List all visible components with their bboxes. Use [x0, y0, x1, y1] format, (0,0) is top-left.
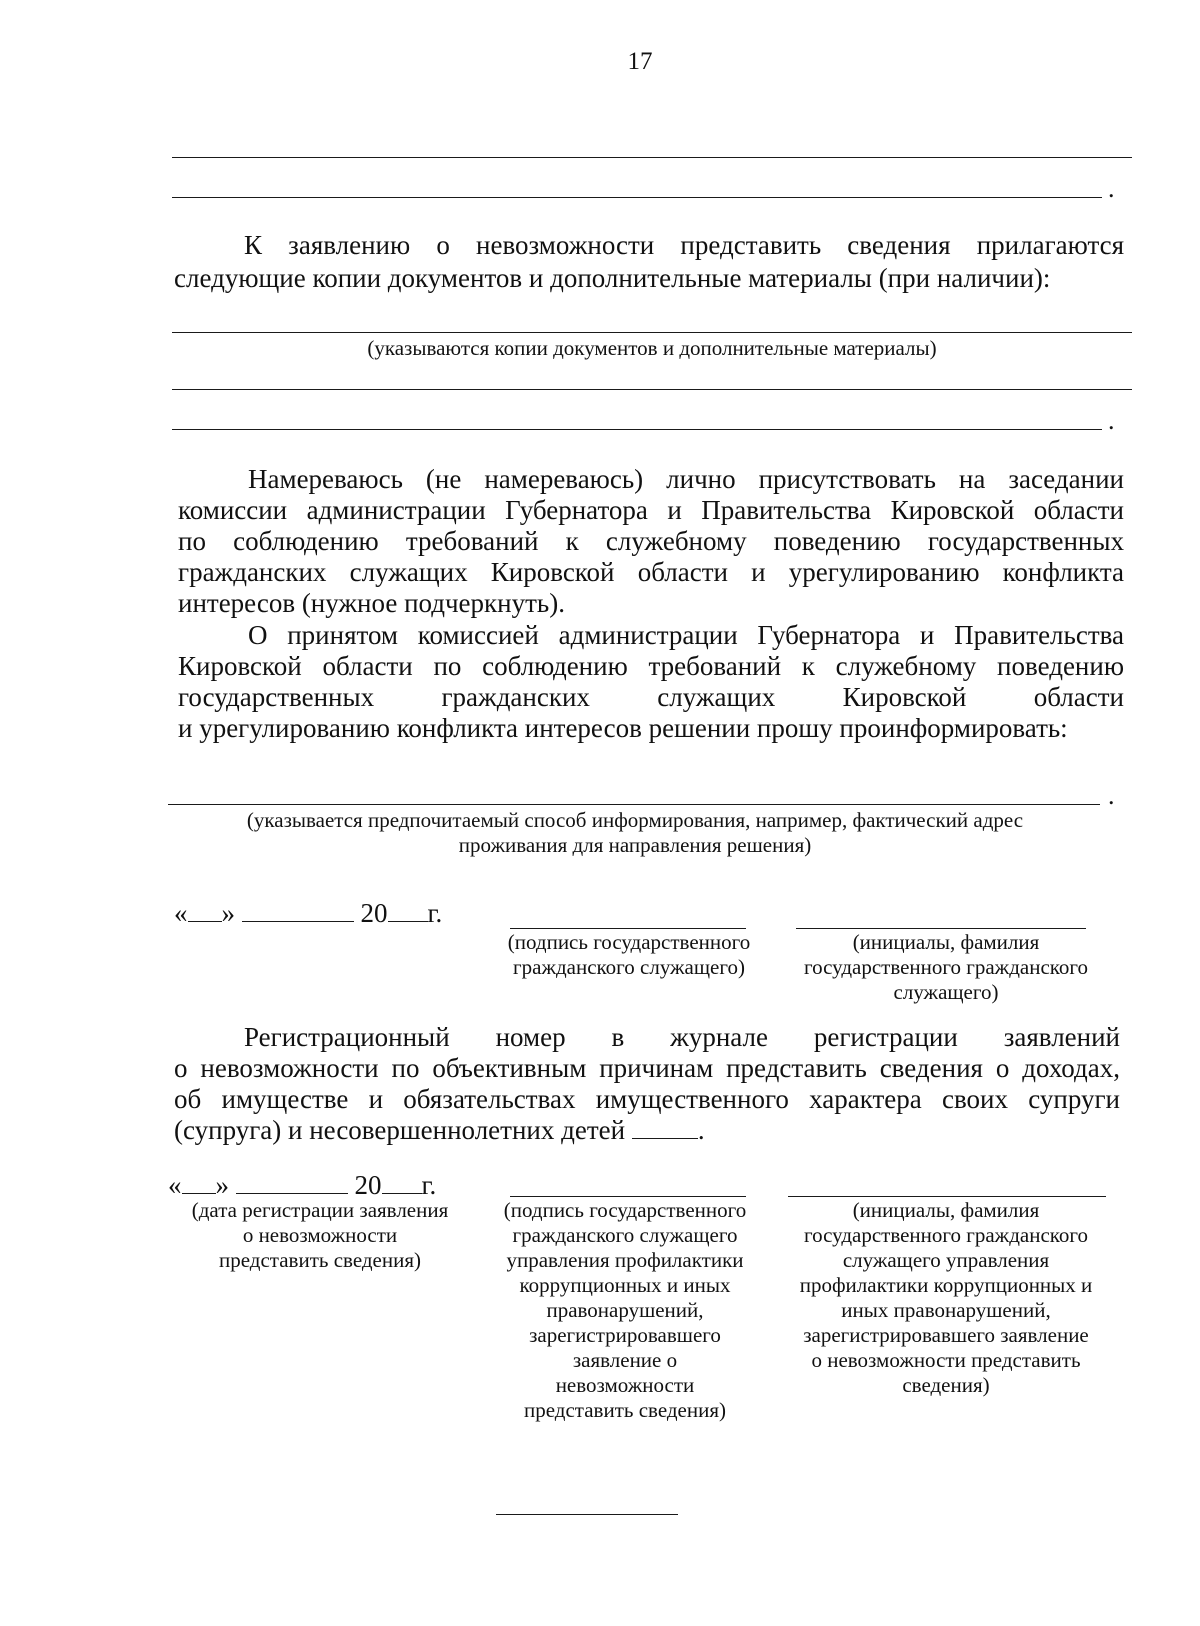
attendance-line-4: гражданских служащих Кировской области и урегулированию конфликта	[178, 557, 1124, 587]
attendance-line-1: Намереваюсь (не намереваюсь) лично присутствовать на заседании	[248, 464, 1124, 494]
initials-line-2[interactable]	[788, 1196, 1106, 1197]
registration-line-3: об имуществе и обязательствах имущественного характера своих супруги	[174, 1084, 1120, 1114]
informing-line-4: и урегулированию конфликта интересов решении прошу проинформировать:	[178, 713, 1068, 743]
page-number: 17	[627, 48, 653, 75]
signature-line-2[interactable]	[510, 1196, 746, 1197]
informing-caption-2: проживания для направления решения)	[458, 833, 812, 857]
signature-caption-1: (подпись государственного гражданского служащего)	[507, 930, 751, 979]
signature-caption-2: (подпись государственного гражданского служащего управления профилактики коррупционных и иных правонарушений, зарегистрировавшего заявление о невозможности представить сведения)	[503, 1198, 747, 1422]
fill-line[interactable]	[172, 389, 1132, 390]
fill-line[interactable]	[172, 157, 1132, 158]
fill-line[interactable]	[172, 332, 1132, 333]
attendance-line-5: интересов (нужное подчеркнуть).	[178, 588, 565, 618]
date-field-2[interactable]: « » 20 г.	[168, 1170, 437, 1200]
registration-line-1: Регистрационный номер в журнале регистрации заявлений	[244, 1022, 1120, 1052]
attendance-line-3: по соблюдению требований к служебному поведению государственных	[178, 526, 1124, 556]
line-end-dot: .	[1108, 174, 1115, 203]
date-caption-2: (дата регистрации заявления о невозможности представить сведения)	[191, 1198, 449, 1272]
initials-caption-2: (инициалы, фамилия государственного гражданского служащего управления профилактики коррупционных и иных правонарушений, зарегистрировавшего заявление о невозможности представить сведения)	[799, 1198, 1093, 1397]
attendance-line-2: комиссии администрации Губернатора и Правительства Кировской области	[178, 495, 1124, 525]
informing-line-3: государственных гражданских служащих Кировской области	[178, 682, 1124, 712]
attachments-line-1: К заявлению о невозможности представить сведения прилагаются	[244, 230, 1124, 260]
registration-number-field[interactable]	[632, 1138, 698, 1139]
registration-line-4: (супруга) и несовершеннолетних детей .	[174, 1115, 705, 1145]
date-field-1[interactable]: « » 20 г.	[174, 898, 443, 928]
informing-caption-1: (указывается предпочитаемый способ информирования, например, фактический адрес	[246, 808, 1024, 832]
line-end-dot: .	[1108, 406, 1115, 435]
line-end-dot: .	[1108, 781, 1115, 810]
fill-line[interactable]	[168, 804, 1100, 805]
fill-line[interactable]	[172, 429, 1102, 430]
closing-separator	[496, 1514, 678, 1515]
attachments-caption: (указываются копии документов и дополнительные материалы)	[367, 336, 937, 360]
initials-line-1[interactable]	[796, 928, 1086, 929]
signature-line-1[interactable]	[510, 928, 746, 929]
informing-line-1: О принятом комиссией администрации Губернатора и Правительства	[248, 620, 1124, 650]
registration-line-2: о невозможности по объективным причинам представить сведения о доходах,	[174, 1053, 1120, 1083]
fill-line[interactable]	[172, 197, 1102, 198]
attachments-line-2: следующие копии документов и дополнительные материалы (при наличии):	[174, 263, 1051, 293]
initials-caption-1: (инициалы, фамилия государственного гражданского служащего)	[803, 930, 1088, 1004]
informing-line-2: Кировской области по соблюдению требований к служебному поведению	[178, 651, 1124, 681]
